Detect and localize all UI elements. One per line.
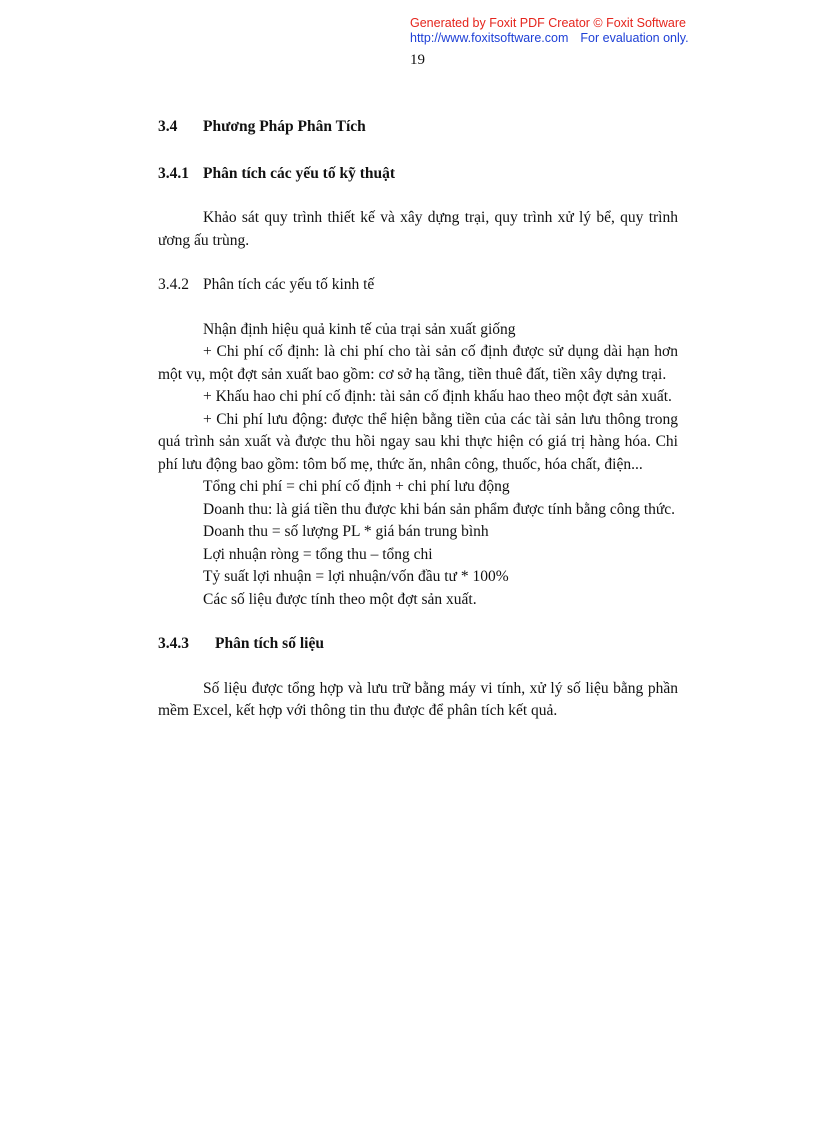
paragraph-revenue: Doanh thu: là giá tiền thu được khi bán sản phẩm được tính bằng công thức. [203,500,676,518]
section-heading-3-4 [158,116,678,139]
section-number: 3.4 [158,118,178,135]
foxit-watermark [410,16,689,46]
formula-net-profit: Lợi nhuận ròng = tổng thu – tổng chi [203,545,433,563]
page-number: 19 [410,52,425,68]
section-title: Phân tích số liệu [215,635,324,652]
section-number: 3.4.1 [158,164,189,182]
formula-total-cost: Tổng chi phí = chi phí cố định + chi phí lưu động [203,478,510,495]
note-per-batch: Các số liệu được tính theo một đợt sản xuất. [203,590,477,608]
watermark-line2 [410,31,689,46]
economic-block [158,319,678,612]
section-title: Phân tích các yếu tố kinh tế [203,276,375,293]
paragraph-intro: Nhận định hiệu quả kinh tế của trại sản xuất giống [203,320,516,338]
section-number: 3.4.3 [158,635,189,652]
paragraph-depreciation: + Khấu hao chi phí cố định: tài sản cố định khấu hao theo một đợt sản xuất. [203,388,672,405]
section-title: Phương Pháp Phân Tích [203,118,366,135]
paragraph-fixed-cost: + Chi phí cố định: là chi phí cho tài sản cố định được sử dụng dài hạn hơn một vụ, một đợt sản xuất bao gồm: cơ sở hạ tầng, tiền thuê đất, tiền xây dựng trại. [158,343,678,383]
paragraph-technical: Khảo sát quy trình thiết kế và xây dựng trại, quy trình xử lý bể, quy trình ương ấu trùng. [158,209,678,249]
watermark-url: http://www.foxitsoftware.com [410,31,569,45]
section-heading-3-4-1 [158,163,678,186]
watermark-eval: For evaluation only. [580,31,689,45]
paragraph-data-analysis: Số liệu được tổng hợp và lưu trữ bằng máy vi tính, xử lý số liệu bằng phần mềm Excel, kết hợp với thông tin thu được để phân tích kết quả. [158,679,678,719]
watermark-line1: Generated by Foxit PDF Creator © Foxit Software [410,16,686,30]
formula-revenue: Doanh thu = số lượng PL * giá bán trung bình [203,523,489,540]
section-number: 3.4.2 [158,276,189,293]
formula-profit-rate: Tỷ suất lợi nhuận = lợi nhuận/vốn đầu tư * 100% [203,568,509,585]
section-heading-3-4-3 [158,633,678,656]
section-heading-3-4-2 [158,274,678,297]
page-content [158,110,678,723]
paragraph-variable-cost: + Chi phí lưu động: được thể hiện bằng tiền của các tài sản lưu thông trong quá trình sản xuất và được thu hồi ngay sau khi thực hiện có giá trị hàng hóa. Chi phí lưu động bao gồm: tôm bố mẹ, thức ăn, nhân công, thuốc, hóa chất, điện... [158,410,678,473]
section-title: Phân tích các yếu tố kỹ thuật [203,164,396,182]
